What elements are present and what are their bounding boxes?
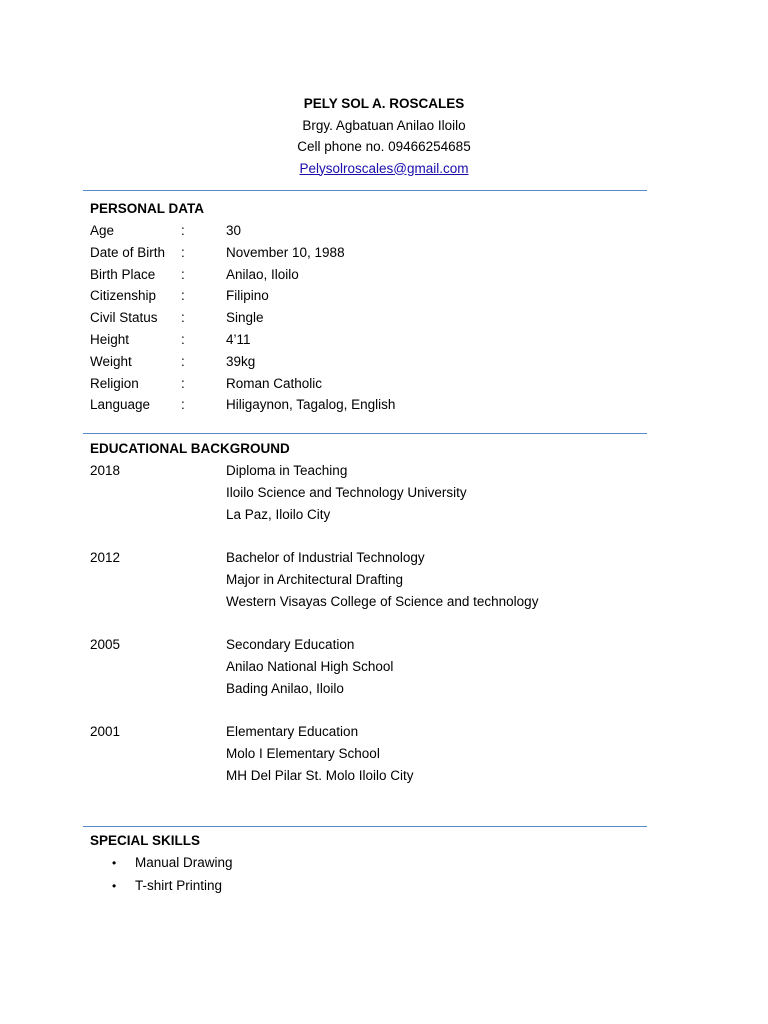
field-colon: :	[181, 288, 185, 304]
education-school: Western Visayas College of Science and technology	[226, 593, 539, 609]
applicant-phone: Cell phone no. 09466254685	[297, 139, 471, 154]
special-skills-title: SPECIAL SKILLS	[90, 833, 201, 848]
field-label: Weight	[90, 353, 132, 369]
field-colon: :	[181, 375, 185, 391]
field-value: 39kg	[226, 353, 256, 369]
skill-list-item	[90, 852, 650, 875]
field-value: November 10, 1988	[226, 244, 345, 260]
education-school: Anilao National High School	[226, 658, 394, 674]
field-value: Roman Catholic	[226, 375, 323, 391]
personal-row-weight	[90, 351, 650, 373]
field-colon: :	[181, 244, 185, 260]
education-entry	[90, 547, 650, 634]
education-major: Major in Architectural Drafting	[226, 571, 404, 587]
skill-text: T-shirt Printing	[135, 877, 223, 893]
education-degree: Diploma in Teaching	[226, 463, 348, 478]
personal-row-citizenship	[90, 285, 650, 307]
field-label: Birth Place	[90, 266, 156, 282]
field-label: Civil Status	[90, 310, 158, 326]
field-colon: :	[181, 310, 185, 326]
section-divider	[83, 826, 647, 827]
education-year: 2005	[90, 637, 121, 652]
education-year: 2001	[90, 724, 121, 739]
personal-row-religion	[90, 373, 650, 395]
field-value: Hiligaynon, Tagalog, English	[226, 397, 396, 413]
education-degree: Elementary Education	[226, 724, 359, 739]
field-value: Filipino	[226, 288, 269, 304]
personal-data-section	[90, 198, 650, 416]
field-colon: :	[181, 266, 185, 282]
field-label: Language	[90, 397, 151, 413]
education-entry	[90, 460, 650, 547]
personal-row-language	[90, 394, 650, 416]
resume-header	[0, 93, 768, 179]
field-colon: :	[181, 397, 185, 413]
education-location: MH Del Pilar St. Molo Iloilo City	[226, 767, 414, 783]
personal-row-height	[90, 329, 650, 351]
education-year: 2018	[90, 463, 121, 478]
education-section	[90, 438, 650, 808]
field-value: Single	[226, 310, 264, 326]
education-title: EDUCATIONAL BACKGROUND	[90, 441, 290, 456]
bullet-icon: •	[112, 878, 117, 893]
field-label: Date of Birth	[90, 244, 166, 260]
field-colon: :	[181, 353, 185, 369]
field-value: 30	[226, 223, 242, 238]
field-value: 4’11	[226, 331, 251, 347]
section-divider	[83, 190, 647, 191]
education-location: Bading Anilao, Iloilo	[226, 680, 344, 696]
section-divider	[83, 433, 647, 434]
field-label: Religion	[90, 375, 139, 391]
personal-data-title: PERSONAL DATA	[90, 201, 205, 216]
personal-row-date-of-birth	[90, 242, 650, 264]
field-colon: :	[181, 331, 185, 347]
education-year: 2012	[90, 550, 121, 565]
education-degree: Bachelor of Industrial Technology	[226, 550, 425, 565]
field-label: Height	[90, 331, 130, 347]
education-location: La Paz, Iloilo City	[226, 506, 331, 522]
education-school: Iloilo Science and Technology University	[226, 484, 467, 500]
field-colon: :	[181, 223, 185, 238]
education-degree: Secondary Education	[226, 637, 355, 652]
applicant-address: Brgy. Agbatuan Anilao Iloilo	[302, 117, 466, 133]
applicant-email-link[interactable]: Pelysolroscales@gmail.com	[299, 160, 469, 176]
personal-row-birth-place	[90, 264, 650, 286]
skill-text: Manual Drawing	[135, 855, 233, 870]
special-skills-section	[90, 830, 650, 897]
field-label: Citizenship	[90, 288, 157, 304]
education-entry	[90, 721, 650, 808]
bullet-icon: •	[112, 856, 117, 870]
education-entry	[90, 634, 650, 721]
skill-list-item	[90, 875, 650, 898]
field-value: Anilao, Iloilo	[226, 266, 299, 282]
field-label: Age	[90, 223, 115, 238]
personal-row-civil-status	[90, 307, 650, 329]
personal-row-age	[90, 220, 650, 242]
education-school: Molo I Elementary School	[226, 745, 380, 761]
applicant-name: PELY SOL A. ROSCALES	[303, 96, 465, 111]
